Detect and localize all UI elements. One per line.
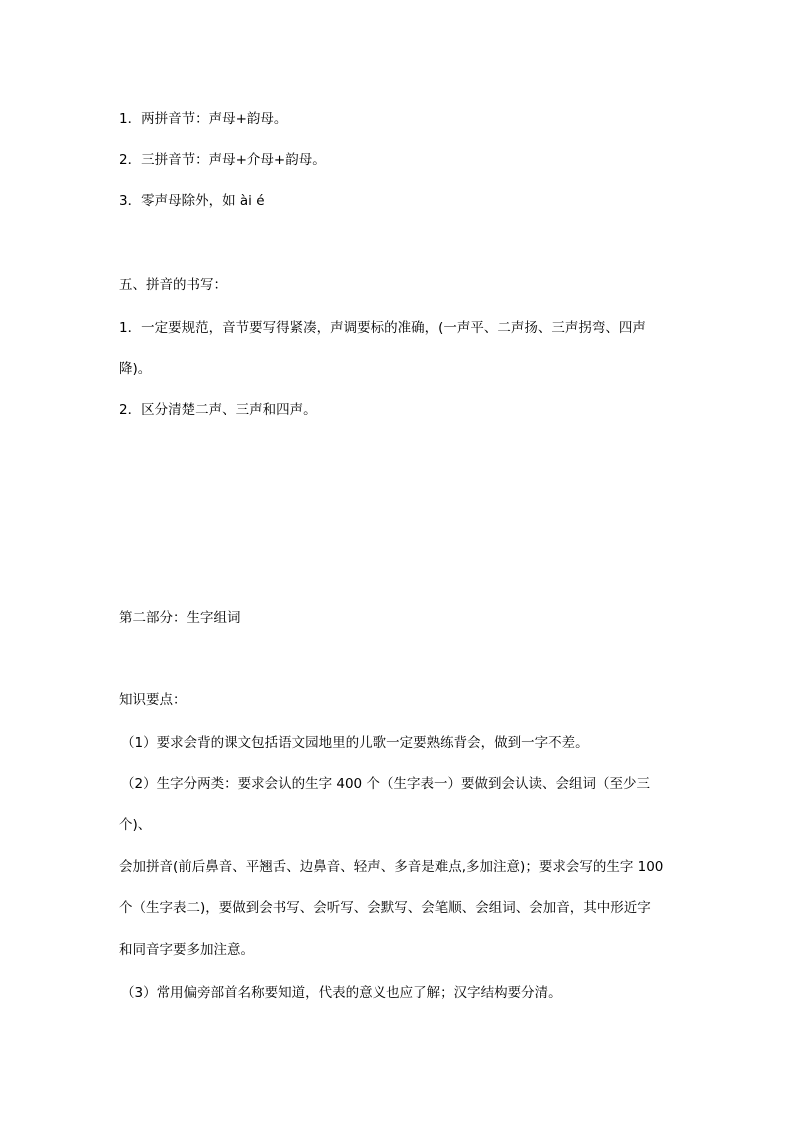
writing-rule-1-line-1: 1．一定要规范，音节要写得紧凑，声调要标的准确，(一声平、二声扬、三声拐弯、四声 xyxy=(119,320,646,336)
knowledge-point-2-line-4: 个（生字表二)，要做到会书写、会听写、会默写、会笔顺、会组词、会加音，其中形近字 xyxy=(119,900,651,916)
knowledge-point-2-line-1: （2）生字分两类：要求会认的生字 400 个（生字表一）要做到会认读、会组词（至少三 xyxy=(121,776,650,792)
knowledge-point-1: （1）要求会背的课文包括语文园地里的儿歌一定要熟练背会，做到一字不差。 xyxy=(121,735,589,751)
part-two-title: 第二部分：生字组词 xyxy=(119,610,241,626)
knowledge-heading: 知识要点： xyxy=(119,692,187,708)
section-five-heading: 五、拼音的书写： xyxy=(119,277,227,293)
knowledge-point-2-line-5: 和同音字要多加注意。 xyxy=(119,942,254,958)
pinyin-rule-zero-initial: 3．零声母除外，如 ài é xyxy=(119,193,265,209)
writing-rule-1-line-2: 降)。 xyxy=(119,361,152,377)
knowledge-point-2-line-3: 会加拼音(前后鼻音、平翘舌、边鼻音、轻声、多音是难点,多加注意)；要求会写的生字 100 xyxy=(119,859,664,875)
writing-rule-2: 2．区分清楚二声、三声和四声。 xyxy=(119,402,317,418)
pinyin-rule-two-part: 1．两拼音节：声母+韵母。 xyxy=(119,111,288,127)
knowledge-point-2-line-2: 个)、 xyxy=(119,817,152,833)
knowledge-point-3: （3）常用偏旁部首名称要知道，代表的意义也应了解；汉字结构要分清。 xyxy=(121,985,562,1001)
pinyin-rule-three-part: 2．三拼音节：声母+介母+韵母。 xyxy=(119,152,326,168)
